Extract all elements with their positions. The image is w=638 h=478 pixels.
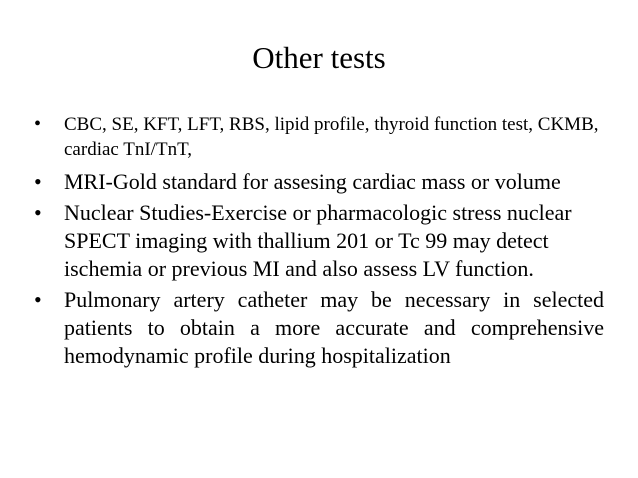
bullet-list xyxy=(34,112,604,370)
bullet-dot-icon: • xyxy=(34,113,42,135)
slide-title: Other tests xyxy=(252,40,386,75)
bullet-item xyxy=(34,112,604,162)
bullet-text: Pulmonary artery catheter may be necessary in selected patients to obtain a more accurate and comprehensive hemodynamic profile during hospitalization xyxy=(64,287,604,368)
bullet-dot-icon: • xyxy=(34,169,42,194)
bullet-item xyxy=(34,168,604,196)
bullet-text: Nuclear Studies-Exercise or pharmacologic stress nuclear SPECT imaging with thallium 201 or Tc 99 may detect ischemia or previous MI and also assess LV function. xyxy=(64,200,572,281)
bullet-dot-icon: • xyxy=(34,200,42,225)
bullet-text: CBC, SE, KFT, LFT, RBS, lipid profile, thyroid function test, CKMB, cardiac TnI/TnT, xyxy=(64,114,599,160)
bullet-text: MRI-Gold standard for assesing cardiac mass or volume xyxy=(64,169,561,194)
bullet-dot-icon: • xyxy=(34,287,42,312)
bullet-item xyxy=(34,199,604,283)
bullet-item xyxy=(34,286,604,370)
